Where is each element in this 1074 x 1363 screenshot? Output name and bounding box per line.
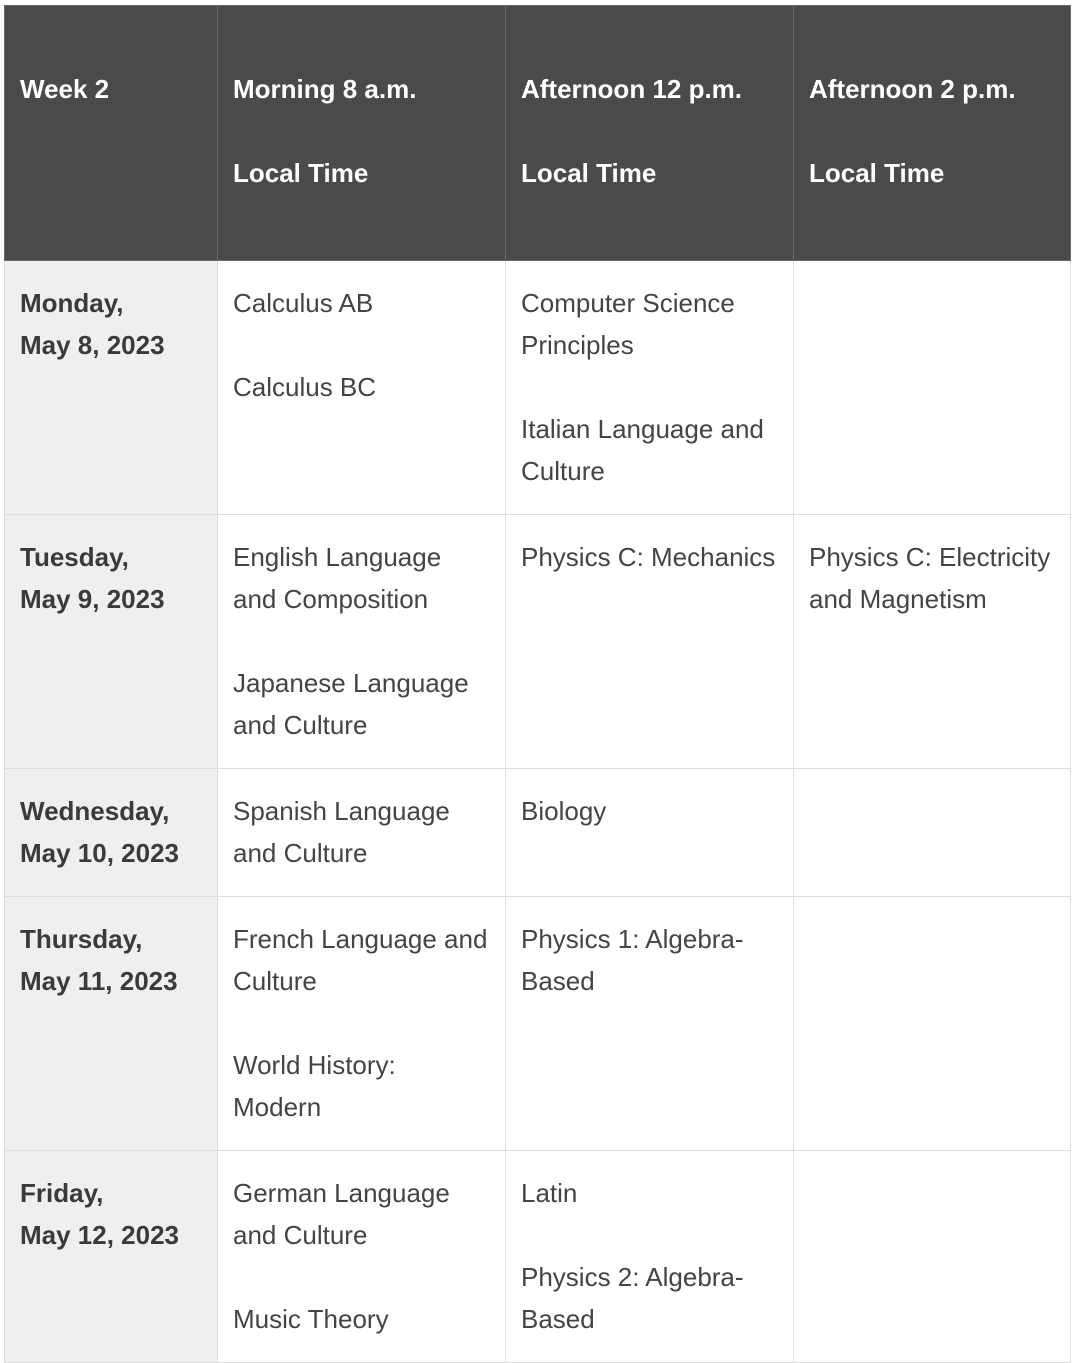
header-morning [218,6,506,261]
header-noon [506,6,794,261]
morning-cell [218,769,506,897]
day-date: May 11, 2023 [20,966,178,996]
day-name: Thursday, [20,924,143,954]
header-week [5,6,218,261]
exam-name: Physics 1: Algebra-Based [521,924,744,996]
schedule-body [5,261,1071,1363]
exam-schedule [4,5,1070,1363]
exam-name: Physics 2: Algebra-Based [521,1262,744,1334]
exam-name: Latin [521,1178,578,1208]
day-name: Monday, [20,288,124,318]
day-date: May 12, 2023 [20,1220,180,1250]
morning-cell [218,897,506,1151]
day-cell [5,515,218,769]
exam-name: Physics C: Mechanics [521,542,776,572]
exam-name: French Language and Culture [233,924,488,996]
header-afternoon-line2: Local Time [809,158,945,188]
exam-name: Calculus BC [233,372,377,402]
morning-cell [218,1151,506,1363]
exam-name: English Language and Composition [233,542,442,614]
header-noon-line2: Local Time [521,158,657,188]
table-row [5,769,1071,897]
day-date: May 9, 2023 [20,584,165,614]
day-cell [5,1151,218,1363]
noon-cell [506,769,794,897]
table-row [5,1151,1071,1363]
exam-name: Italian Language and Culture [521,414,764,486]
exam-name: Computer Science Principles [521,288,735,360]
afternoon-cell [794,897,1071,1151]
afternoon-cell [794,1151,1071,1363]
header-row [5,6,1071,261]
day-cell [5,769,218,897]
noon-cell [506,515,794,769]
day-name: Tuesday, [20,542,129,572]
table-row [5,261,1071,515]
header-afternoon [794,6,1071,261]
table-row [5,515,1071,769]
noon-cell [506,897,794,1151]
exam-name: Physics C: Electricity and Magnetism [809,542,1051,614]
afternoon-cell [794,261,1071,515]
header-afternoon-line1: Afternoon 2 p.m. [809,74,1016,104]
day-date: May 8, 2023 [20,330,165,360]
exam-name: German Language and Culture [233,1178,450,1250]
header-noon-line1: Afternoon 12 p.m. [521,74,743,104]
morning-cell [218,515,506,769]
noon-cell [506,261,794,515]
afternoon-cell [794,769,1071,897]
exam-name: Biology [521,796,607,826]
header-week-label: Week 2 [20,74,110,104]
header-morning-line2: Local Time [233,158,369,188]
noon-cell [506,1151,794,1363]
day-cell [5,897,218,1151]
day-name: Friday, [20,1178,104,1208]
header-morning-line1: Morning 8 a.m. [233,74,417,104]
afternoon-cell [794,515,1071,769]
exam-name: World History: Modern [233,1050,396,1122]
day-name: Wednesday, [20,796,170,826]
morning-cell [218,261,506,515]
exam-name: Japanese Language and Culture [233,668,469,740]
exam-name: Music Theory [233,1304,389,1334]
exam-name: Spanish Language and Culture [233,796,450,868]
day-cell [5,261,218,515]
schedule-table [4,5,1071,1363]
table-row [5,897,1071,1151]
exam-name: Calculus AB [233,288,374,318]
day-date: May 10, 2023 [20,838,180,868]
